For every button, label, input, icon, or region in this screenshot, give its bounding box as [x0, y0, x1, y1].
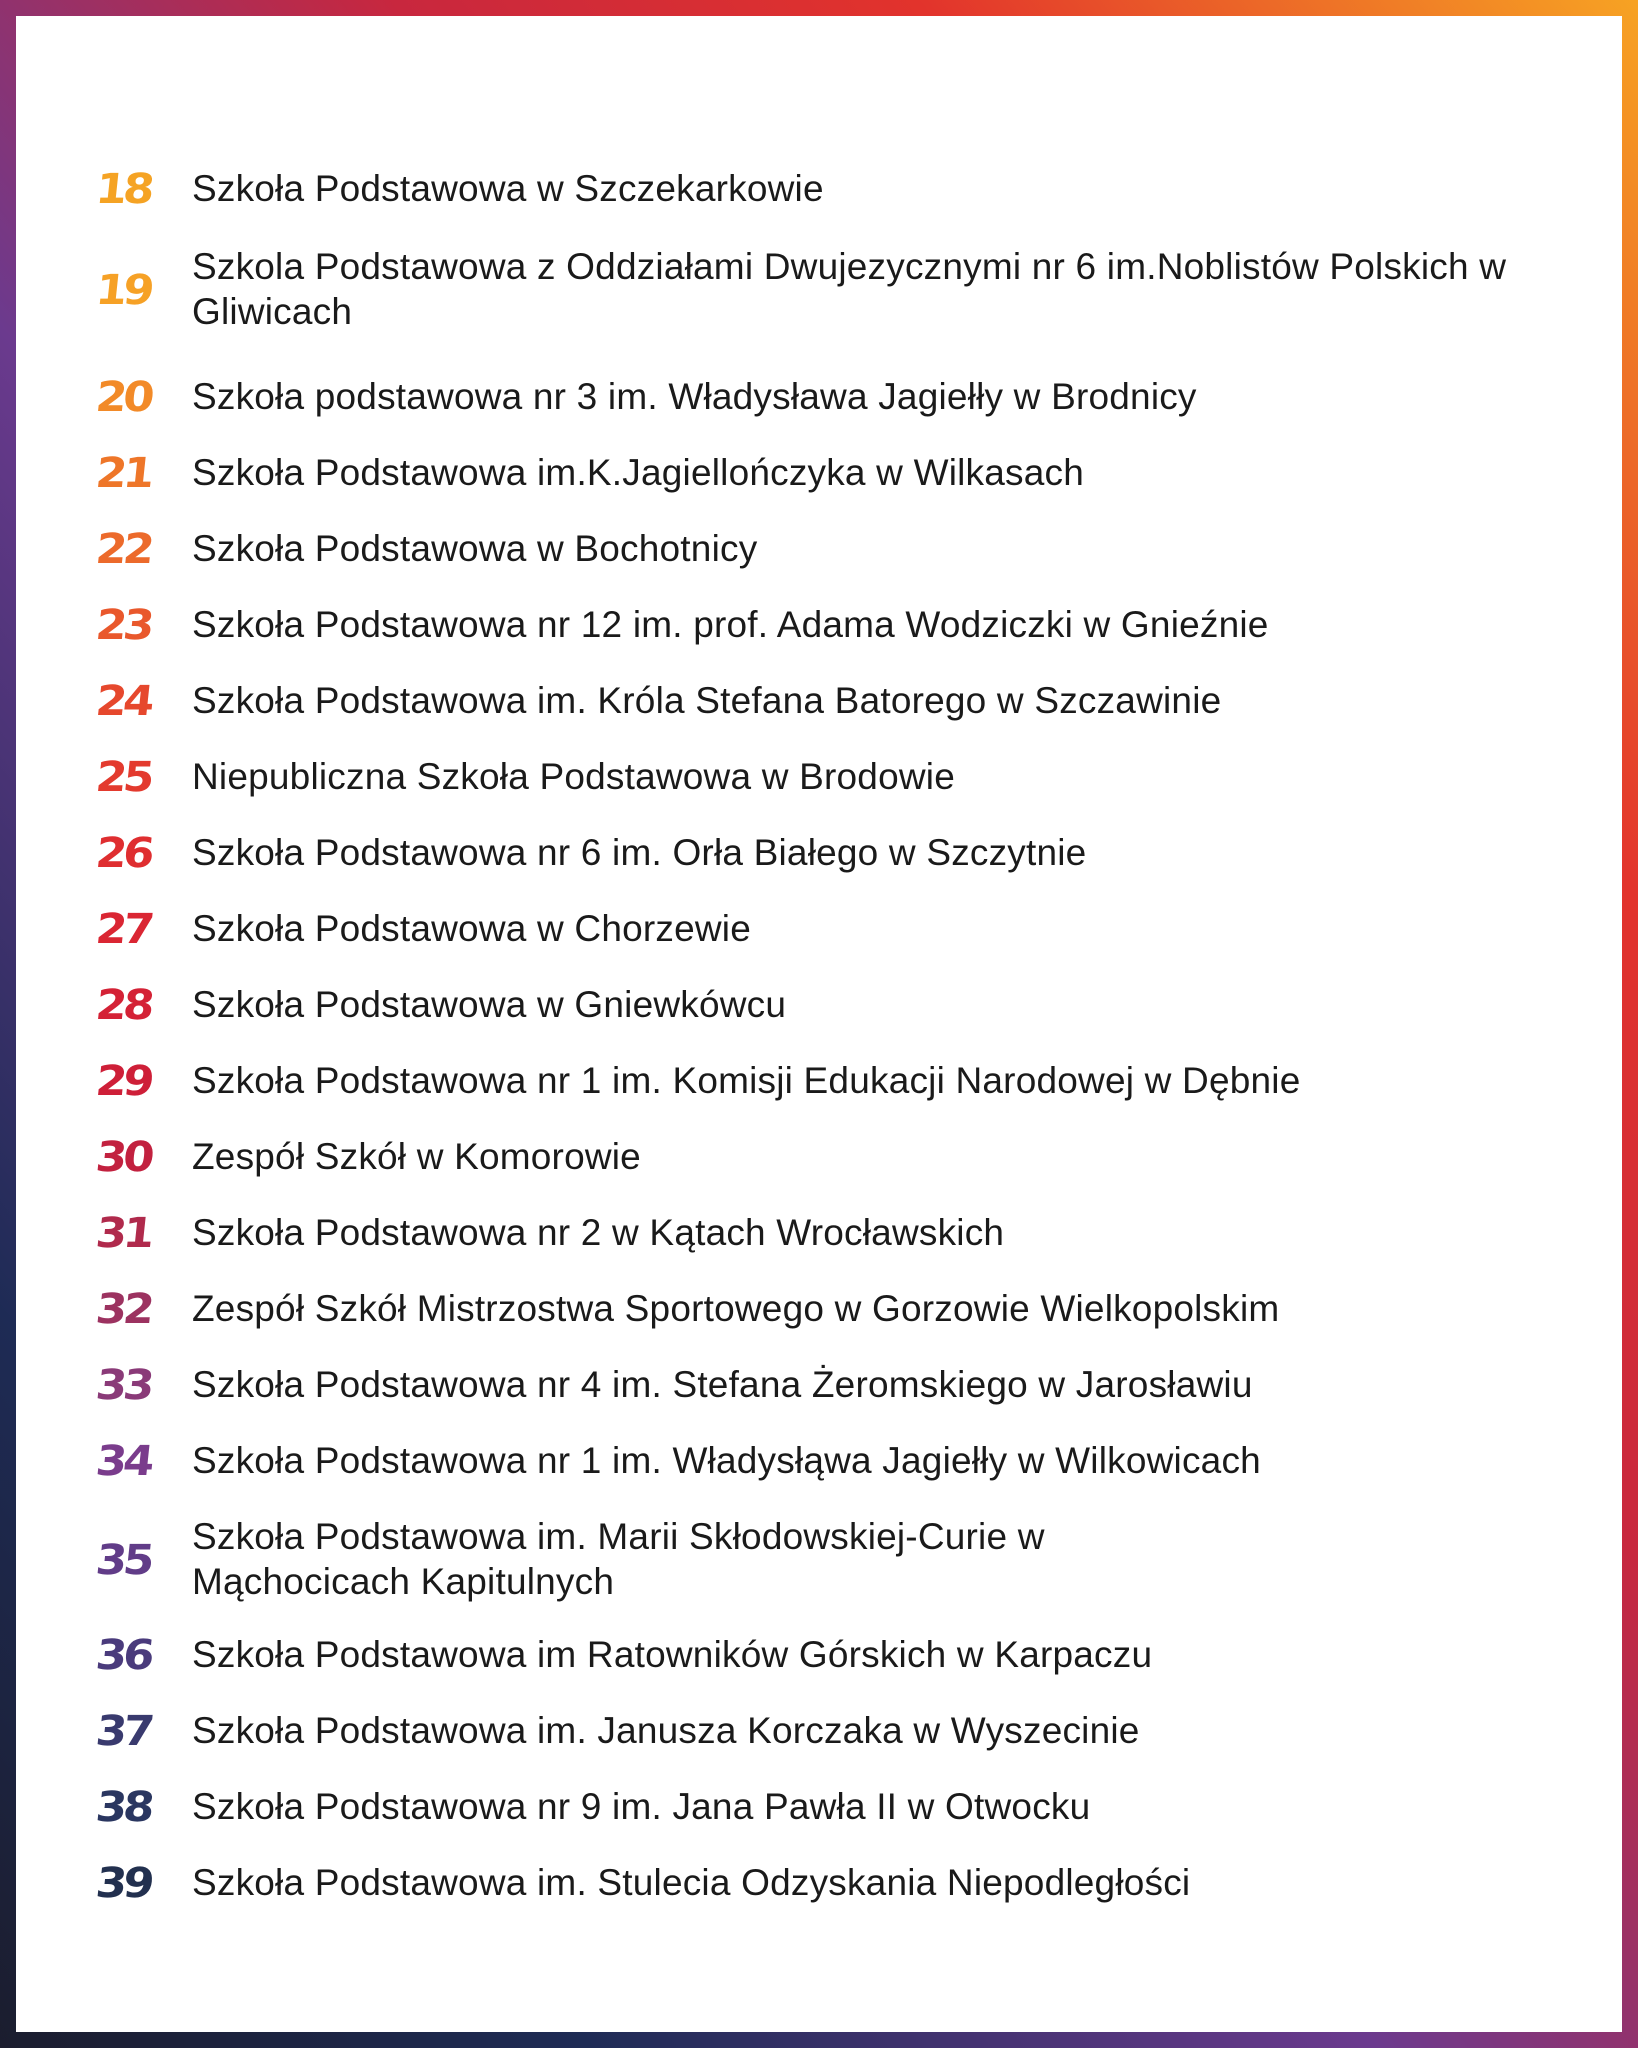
list-item [16, 370, 1622, 422]
school-name: Szkoła podstawowa nr 3 im. Władysława Jagiełły w Brodnicy [192, 375, 1197, 417]
school-name: Szkoła Podstawowa nr 4 im. Stefana Żeromskiego w Jarosławiu [192, 1363, 1253, 1405]
page-sheet [16, 16, 1622, 2032]
rank-number: 33 [93, 1359, 154, 1409]
rank-number: 26 [93, 827, 154, 877]
school-name: Szkoła Podstawowa w Chorzewie [192, 907, 751, 949]
school-name: Niepubliczna Szkoła Podstawowa w Brodowie [192, 755, 955, 797]
school-name: Szkoła Podstawowa nr 1 im. Komisji Edukacji Narodowej w Dębnie [192, 1059, 1301, 1101]
list-item [16, 162, 1622, 214]
school-name: Szkoła Podstawowa im. Stulecia Odzyskania Niepodległości [192, 1861, 1191, 1903]
rank-number: 39 [93, 1857, 154, 1907]
rank-number: 27 [93, 903, 154, 953]
list-item [16, 240, 1622, 338]
school-name: Szkoła Podstawowa nr 12 im. prof. Adama Wodziczki w Gnieźnie [192, 603, 1269, 645]
list-item [16, 446, 1622, 498]
rank-number: 21 [93, 447, 154, 497]
list-item [16, 1704, 1622, 1756]
rank-number: 38 [93, 1781, 154, 1831]
school-name: Szkoła Podstawowa nr 9 im. Jana Pawła II w Otwocku [192, 1785, 1091, 1827]
rank-number: 20 [93, 371, 154, 421]
list-item [16, 1282, 1622, 1334]
list-item [16, 1780, 1622, 1832]
rank-number: 37 [93, 1705, 154, 1755]
rank-number: 31 [93, 1207, 154, 1257]
rank-number: 32 [93, 1283, 154, 1333]
school-name: Szkoła Podstawowa im. Janusza Korczaka w Wyszecinie [192, 1709, 1140, 1751]
rank-number: 19 [93, 264, 154, 314]
school-name: Szkoła Podstawowa w Bochotnicy [192, 527, 758, 569]
school-name: Zespół Szkół w Komorowie [192, 1135, 641, 1177]
school-name: Szkoła Podstawowa im. Króla Stefana Batorego w Szczawinie [192, 679, 1222, 721]
rank-number: 35 [93, 1534, 154, 1584]
school-name: Szkoła Podstawowa nr 1 im. Władysłąwa Jagiełły w Wilkowicach [192, 1439, 1261, 1481]
list-item [16, 978, 1622, 1030]
list-item [16, 826, 1622, 878]
school-name: Szkoła Podstawowa im Ratowników Górskich w Karpaczu [192, 1633, 1153, 1675]
rank-number: 34 [93, 1435, 154, 1485]
school-name: Szkoła Podstawowa im.K.Jagiellończyka w Wilkasach [192, 451, 1084, 493]
rank-number: 18 [93, 163, 154, 213]
list-item [16, 902, 1622, 954]
rank-number: 29 [93, 1055, 154, 1105]
school-name: Zespół Szkół Mistrzostwa Sportowego w Gorzowie Wielkopolskim [192, 1287, 1280, 1329]
list-item [16, 1628, 1622, 1680]
rank-number: 24 [93, 675, 154, 725]
rank-number: 28 [93, 979, 154, 1029]
rank-number: 23 [93, 599, 154, 649]
school-list [16, 16, 1622, 2032]
rank-number: 25 [93, 751, 154, 801]
list-item [16, 1206, 1622, 1258]
list-item [16, 1054, 1622, 1106]
rank-number: 36 [93, 1629, 154, 1679]
list-item [16, 1358, 1622, 1410]
list-item [16, 1434, 1622, 1486]
rank-number: 22 [93, 523, 154, 573]
school-name: Szkoła Podstawowa w Szczekarkowie [192, 167, 824, 209]
rank-number: 30 [93, 1131, 154, 1181]
school-name: Szkoła Podstawowa im. Marii Skłodowskiej-Curie w Mąchocicach Kapitulnych [192, 1516, 1045, 1602]
list-item [16, 598, 1622, 650]
list-item [16, 1856, 1622, 1908]
list-item [16, 1510, 1622, 1608]
list-item [16, 674, 1622, 726]
list-item [16, 1130, 1622, 1182]
school-name: Szkola Podstawowa z Oddziałami Dwujezycznymi nr 6 im.Noblistów Polskich w Gliwicach [192, 246, 1507, 332]
school-name: Szkoła Podstawowa nr 2 w Kątach Wrocławskich [192, 1211, 1005, 1253]
school-name: Szkoła Podstawowa nr 6 im. Orła Białego w Szczytnie [192, 831, 1087, 873]
school-name: Szkoła Podstawowa w Gniewkówcu [192, 983, 787, 1025]
list-item [16, 522, 1622, 574]
list-item [16, 750, 1622, 802]
